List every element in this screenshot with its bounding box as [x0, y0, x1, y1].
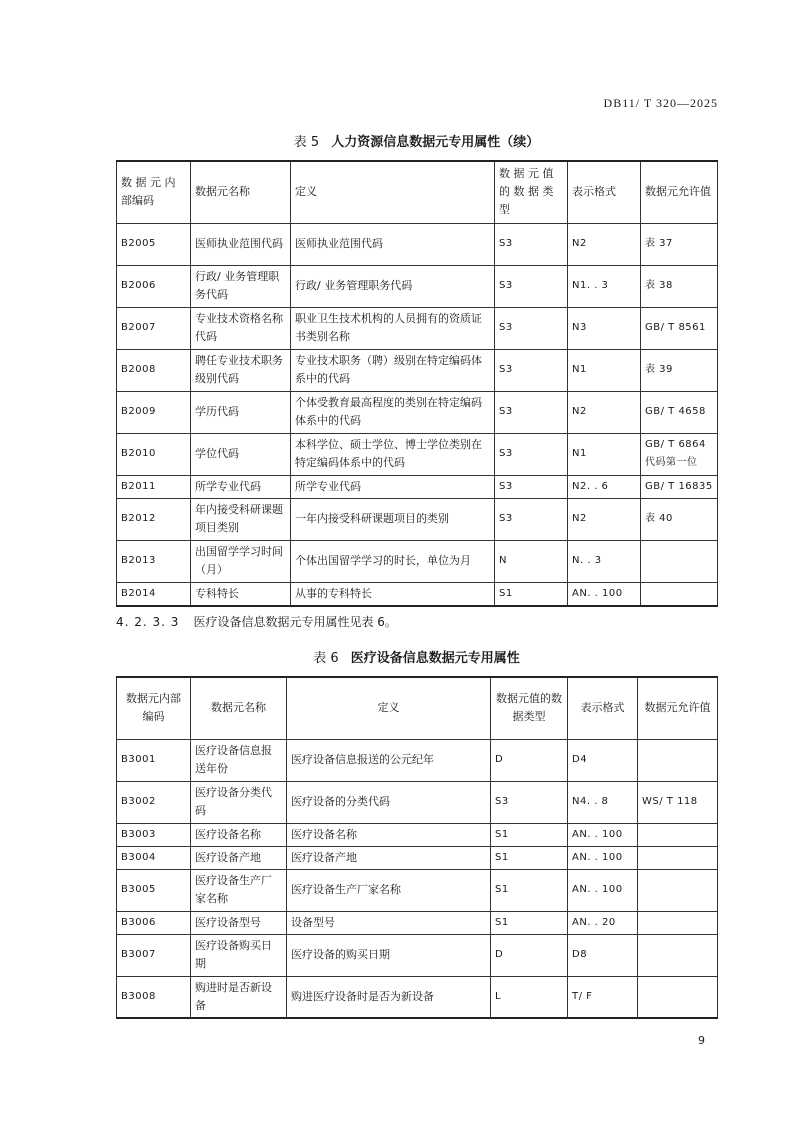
table6-cell: 设备型号 — [287, 911, 491, 934]
table6-cell — [638, 934, 718, 976]
table6-cell: 医疗设备型号 — [191, 911, 287, 934]
table5-cell: N1 — [568, 433, 641, 475]
clause-4-2-3-3 — [116, 613, 397, 630]
table5-cell: 聘任专业技术职务级别代码 — [191, 349, 291, 391]
table6-cell: 医疗设备生产厂家名称 — [191, 869, 287, 911]
table6-cell: S3 — [491, 781, 568, 823]
table5-cell: GB/ T 6864 代码第一位 — [641, 433, 718, 475]
table5-cell: S3 — [495, 391, 568, 433]
table5-cell: 学位代码 — [191, 433, 291, 475]
table5-cell: N1. . 3 — [568, 265, 641, 307]
table6-cell: AN. . 20 — [568, 911, 638, 934]
table5-cell: 个体受教育最高程度的类别在特定编码体系中的代码 — [291, 391, 495, 433]
table5-cell: 医师执业范围代码 — [291, 223, 495, 265]
table6-cell: 医疗设备生产厂家名称 — [287, 869, 491, 911]
table6-cell: T/ F — [568, 976, 638, 1018]
table5-cell: GB/ T 16835 — [641, 475, 718, 498]
table5-cell: S3 — [495, 433, 568, 475]
table-row — [117, 739, 718, 781]
table5-cell: 表 39 — [641, 349, 718, 391]
table-row — [117, 433, 718, 475]
table6-cell: D — [491, 739, 568, 781]
table5-cell: 所学专业代码 — [291, 475, 495, 498]
table6-cell: S1 — [491, 846, 568, 869]
table6-cell: 医疗设备的购买日期 — [287, 934, 491, 976]
table6-cell: 购进时是否新设备 — [191, 976, 287, 1018]
table6-cell: 医疗设备名称 — [191, 823, 287, 846]
table6-cell — [638, 976, 718, 1018]
table5-cell: B2013 — [117, 540, 191, 582]
clause-text: 医疗设备信息数据元专用属性见表 6。 — [193, 615, 397, 629]
table6-header-cell: 数据元值的数据类型 — [491, 677, 568, 739]
table6-cell: B3005 — [117, 869, 191, 911]
table5-caption — [116, 131, 717, 150]
table5-cell: 专业技术职务（聘）级别在特定编码体系中的代码 — [291, 349, 495, 391]
table6-cell — [638, 869, 718, 911]
table6-header-cell: 数据元允许值 — [638, 677, 718, 739]
table6-cell: 医疗设备名称 — [287, 823, 491, 846]
table6 — [116, 676, 718, 1019]
table5-cell: 表 38 — [641, 265, 718, 307]
table5-cell: N — [495, 540, 568, 582]
table6-cell: S1 — [491, 911, 568, 934]
table6-cell: B3007 — [117, 934, 191, 976]
table-row — [117, 265, 718, 307]
table5-cell: S3 — [495, 307, 568, 349]
table5-cell — [641, 582, 718, 606]
table5-cell: 表 40 — [641, 498, 718, 540]
table6-cell: 医疗设备的分类代码 — [287, 781, 491, 823]
table6-cell: 医疗设备产地 — [191, 846, 287, 869]
table5-cell: N3 — [568, 307, 641, 349]
table-row — [117, 911, 718, 934]
table5-cell: S1 — [495, 582, 568, 606]
table5-cell: B2008 — [117, 349, 191, 391]
table6-cell: B3001 — [117, 739, 191, 781]
table6-caption — [116, 647, 717, 666]
table5-cell: 职业卫生技术机构的人员拥有的资质证书类别名称 — [291, 307, 495, 349]
table5-cell: 行政/ 业务管理职务代码 — [191, 265, 291, 307]
table6-cell: 购进医疗设备时是否为新设备 — [287, 976, 491, 1018]
table5-cell: 从事的专科特长 — [291, 582, 495, 606]
table-row — [117, 540, 718, 582]
table5-cell: N2. . 6 — [568, 475, 641, 498]
table6-cell — [638, 739, 718, 781]
table6-cell: D4 — [568, 739, 638, 781]
table5-header-cell: 数据元名称 — [191, 161, 291, 223]
table6-cell: WS/ T 118 — [638, 781, 718, 823]
table6-cell: L — [491, 976, 568, 1018]
table5-cell: N2 — [568, 223, 641, 265]
table-row — [117, 823, 718, 846]
table5-cell: S3 — [495, 265, 568, 307]
table5-cell: B2009 — [117, 391, 191, 433]
table6-caption-title: 医疗设备信息数据元专用属性 — [350, 651, 520, 666]
table6-cell: 医疗设备分类代码 — [191, 781, 287, 823]
table-row — [117, 976, 718, 1018]
clause-number: 4. 2. 3. 3 — [116, 615, 180, 629]
table5-cell: 专业技术资格名称代码 — [191, 307, 291, 349]
table-row — [117, 582, 718, 606]
table6-cell: B3003 — [117, 823, 191, 846]
table5-cell: 表 37 — [641, 223, 718, 265]
table5-header-cell: 表示格式 — [568, 161, 641, 223]
table6-cell: 医疗设备购买日期 — [191, 934, 287, 976]
table-row — [117, 846, 718, 869]
table6-cell — [638, 911, 718, 934]
table6-cell: 医疗设备信息报送的公元纪年 — [287, 739, 491, 781]
table5 — [116, 160, 718, 607]
table5-caption-number: 表 5 — [293, 135, 320, 150]
table5-header-cell: 定义 — [291, 161, 495, 223]
table6-cell — [638, 846, 718, 869]
table5-cell — [641, 540, 718, 582]
table5-cell: 所学专业代码 — [191, 475, 291, 498]
table5-cell: B2005 — [117, 223, 191, 265]
table-row — [117, 869, 718, 911]
table5-header-row — [117, 161, 718, 223]
table5-cell: N1 — [568, 349, 641, 391]
table5-cell: 本科学位、硕士学位、博士学位类别在特定编码体系中的代码 — [291, 433, 495, 475]
table5-header-cell: 数 据 元 内 部编码 — [117, 161, 191, 223]
table6-cell: S1 — [491, 869, 568, 911]
table-row — [117, 307, 718, 349]
table6-cell: B3008 — [117, 976, 191, 1018]
table6-cell: B3004 — [117, 846, 191, 869]
table5-cell: S3 — [495, 498, 568, 540]
table5-cell: 专科特长 — [191, 582, 291, 606]
table6-cell: D8 — [568, 934, 638, 976]
table-row — [117, 475, 718, 498]
table6-header-row — [117, 677, 718, 739]
table-row — [117, 391, 718, 433]
table6-cell: AN. . 100 — [568, 823, 638, 846]
table6-header-cell: 定义 — [287, 677, 491, 739]
table6-cell — [638, 823, 718, 846]
table5-cell: N2 — [568, 498, 641, 540]
table5-cell: GB/ T 4658 — [641, 391, 718, 433]
table5-cell: B2010 — [117, 433, 191, 475]
table5-header-cell: 数据元允许值 — [641, 161, 718, 223]
table6-cell: 医疗设备信息报送年份 — [191, 739, 287, 781]
table6-cell: B3006 — [117, 911, 191, 934]
table6-cell: B3002 — [117, 781, 191, 823]
table5-cell: GB/ T 8561 — [641, 307, 718, 349]
table6-cell: AN. . 100 — [568, 869, 638, 911]
table5-cell: 学历代码 — [191, 391, 291, 433]
table5-cell: 医师执业范围代码 — [191, 223, 291, 265]
table5-cell: B2007 — [117, 307, 191, 349]
table5-cell: S3 — [495, 223, 568, 265]
table5-cell: 一年内接受科研课题项目的类别 — [291, 498, 495, 540]
table6-caption-number: 表 6 — [313, 651, 339, 666]
table6-header-cell: 表示格式 — [568, 677, 638, 739]
table5-cell: AN. . 100 — [568, 582, 641, 606]
table6-cell: D — [491, 934, 568, 976]
table6-cell: 医疗设备产地 — [287, 846, 491, 869]
table5-cell: N2 — [568, 391, 641, 433]
table-row — [117, 223, 718, 265]
table5-cell: S3 — [495, 349, 568, 391]
table5-cell: B2012 — [117, 498, 191, 540]
table5-cell: B2006 — [117, 265, 191, 307]
table-row — [117, 781, 718, 823]
table5-cell: B2014 — [117, 582, 191, 606]
page-number: 9 — [698, 1034, 705, 1047]
table5-header-cell: 数 据 元 值 的 数 据 类 型 — [495, 161, 568, 223]
table-row — [117, 498, 718, 540]
table6-header-cell: 数据元内部编码 — [117, 677, 191, 739]
document-code: DB11/ T 320—2025 — [603, 96, 718, 110]
table5-cell: S3 — [495, 475, 568, 498]
table5-cell: N. . 3 — [568, 540, 641, 582]
table-row — [117, 349, 718, 391]
table6-cell: S1 — [491, 823, 568, 846]
table6-cell: N4. . 8 — [568, 781, 638, 823]
table5-caption-title: 人力资源信息数据元专用属性（续） — [331, 135, 540, 150]
table5-cell: 年内接受科研课题项目类别 — [191, 498, 291, 540]
table-row — [117, 934, 718, 976]
table5-cell: B2011 — [117, 475, 191, 498]
table5-cell: 行政/ 业务管理职务代码 — [291, 265, 495, 307]
table5-cell: 出国留学学习时间（月） — [191, 540, 291, 582]
table5-cell: 个体出国留学学习的时长，单位为月 — [291, 540, 495, 582]
table6-cell: AN. . 100 — [568, 846, 638, 869]
table6-header-cell: 数据元名称 — [191, 677, 287, 739]
